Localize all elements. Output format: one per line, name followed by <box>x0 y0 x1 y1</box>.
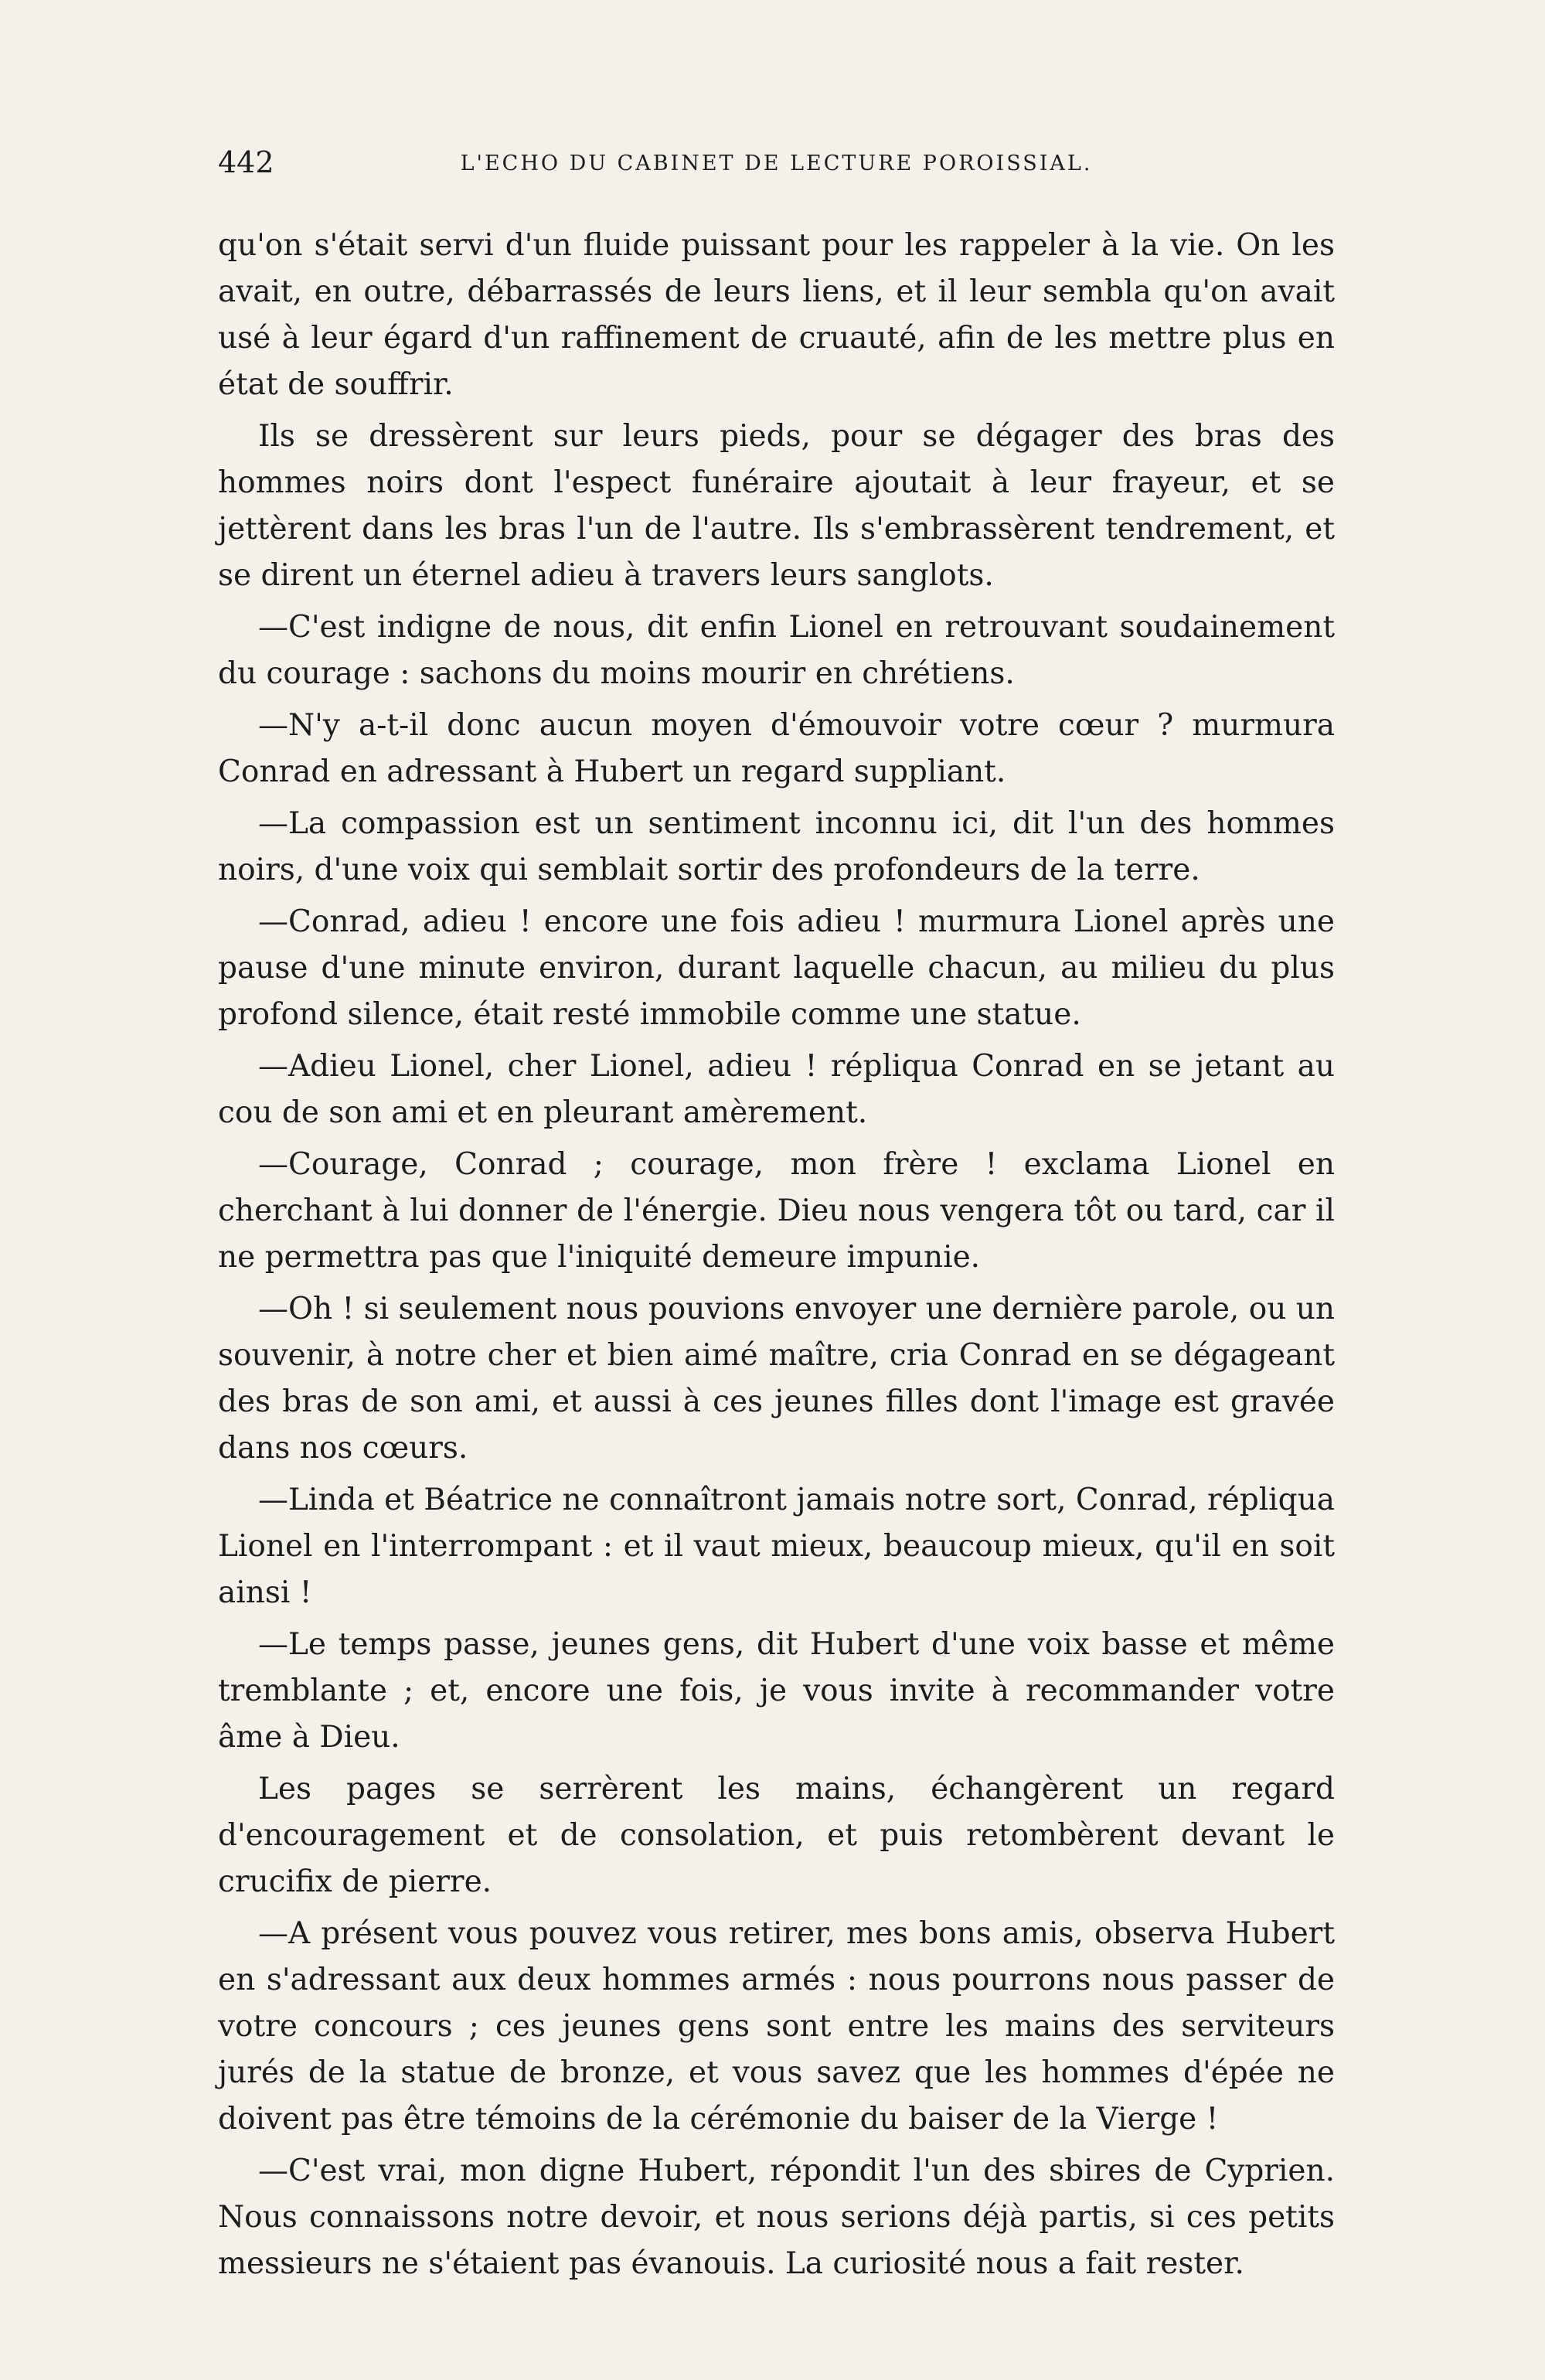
paragraph-10: —Linda et Béatrice ne connaîtront jamais notre sort, Conrad, répliqua Lionel en l'interrompant : et il vaut mieux, beaucoup mieux, qu'il en soit ainsi ! <box>218 1483 1335 1610</box>
paragraph-4: —N'y a-t-il donc aucun moyen d'émouvoir votre cœur ? murmura Conrad en adressant à Hubert un regard suppliant. <box>218 708 1335 789</box>
body-text <box>218 223 1335 2293</box>
paragraph-5: —La compassion est un sentiment inconnu ici, dit l'un des hommes noirs, d'une voix qui semblait sortir des profondeurs de la terre. <box>218 806 1335 887</box>
page-header <box>218 145 1335 192</box>
paragraph-8: —Courage, Conrad ; courage, mon frère ! exclama Lionel en cherchant à lui donner de l'énergie. Dieu nous vengera tôt ou tard, car il ne permettra pas que l'iniquité demeure impunie. <box>218 1147 1335 1275</box>
paragraph-13: —A présent vous pouvez vous retirer, mes bons amis, observa Hubert en s'adressant aux deux hommes armés : nous pourrons nous passer de votre concours ; ces jeunes gens sont entre les mains des serviteurs jurés de la statue de bronze, et vous savez que les hommes d'épée ne doivent pas être témoins de la cérémonie du baiser de la Vierge ! <box>218 1916 1335 2137</box>
page-number: 442 <box>218 145 274 179</box>
paragraph-2: Ils se dressèrent sur leurs pieds, pour se dégager des bras des hommes noirs dont l'espect funéraire ajoutait à leur frayeur, et se jettèrent dans les bras l'un de l'autre. Ils s'embrassèrent tendrement, et se dirent un éternel adieu à travers leurs sanglots. <box>218 419 1335 593</box>
paragraph-3: —C'est indigne de nous, dit enfin Lionel en retrouvant soudainement du courage : sachons du moins mourir en chrétiens. <box>218 610 1335 691</box>
paragraph-14: —C'est vrai, mon digne Hubert, répondit l'un des sbires de Cyprien. Nous connaissons notre devoir, et nous serions déjà partis, si ces petits messieurs ne s'étaient pas évanouis. La curiosité nous a fait rester. <box>218 2154 1335 2281</box>
running-title: L'ECHO DU CABINET DE LECTURE POROISSIAL. <box>460 152 1093 175</box>
paragraph-12: Les pages se serrèrent les mains, échangèrent un regard d'encouragement et de consolation, et puis retombèrent devant le crucifix de pierre. <box>218 1772 1335 1899</box>
paragraph-1: qu'on s'était servi d'un fluide puissant pour les rappeler à la vie. On les avait, en outre, débarrassés de leurs liens, et il leur sembla qu'on avait usé à leur égard d'un raffinement de cruauté, afin de les mettre plus en état de souffrir. <box>218 228 1335 402</box>
paragraph-11: —Le temps passe, jeunes gens, dit Hubert d'une voix basse et même tremblante ; et, encore une fois, je vous invite à recommander votre âme à Dieu. <box>218 1627 1335 1755</box>
paragraph-6: —Conrad, adieu ! encore une fois adieu ! murmura Lionel après une pause d'une minute environ, durant laquelle chacun, au milieu du plus profond silence, était resté immobile comme une statue. <box>218 904 1335 1032</box>
paragraph-7: —Adieu Lionel, cher Lionel, adieu ! répliqua Conrad en se jetant au cou de son ami et en pleurant amèrement. <box>218 1049 1335 1130</box>
paragraph-9: —Oh ! si seulement nous pouvions envoyer une dernière parole, ou un souvenir, à notre cher et bien aimé maître, cria Conrad en se dégageant des bras de son ami, et aussi à ces jeunes filles dont l'image est gravée dans nos cœurs. <box>218 1292 1335 1466</box>
